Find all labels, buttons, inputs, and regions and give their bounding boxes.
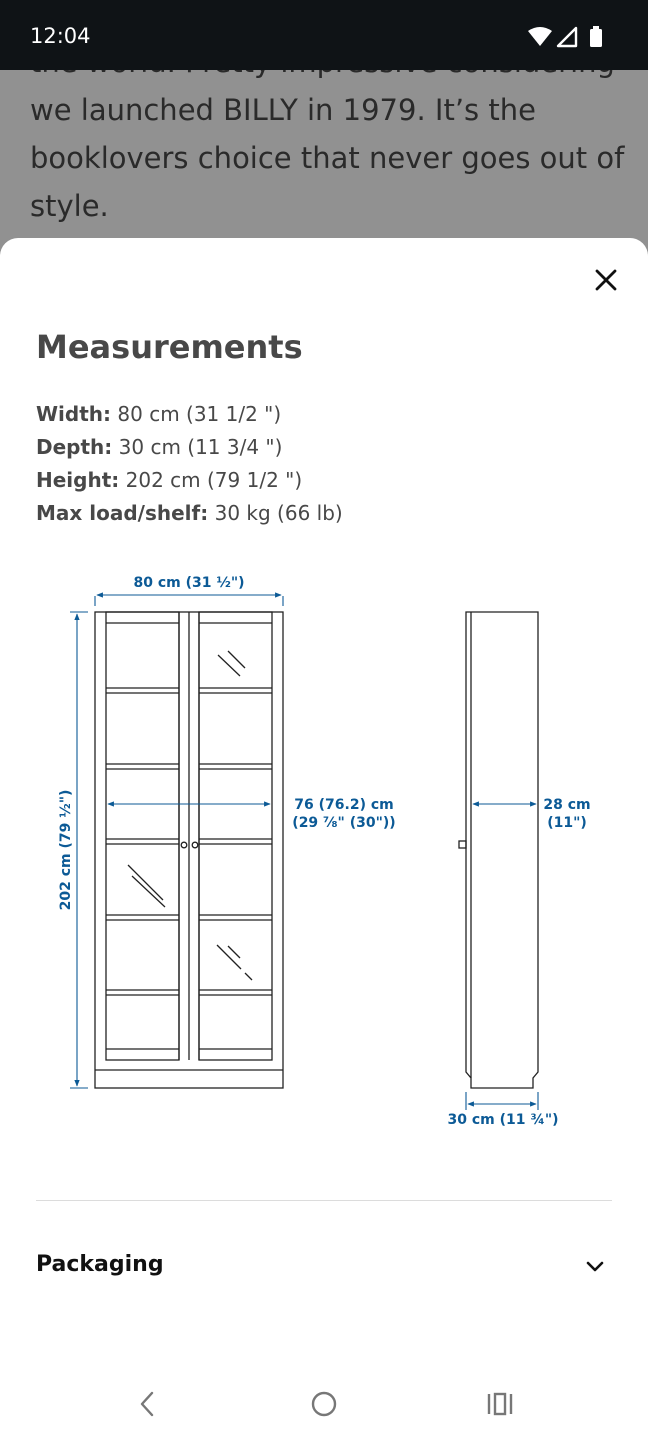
packaging-accordion[interactable] [36,1240,612,1292]
navigation-bar [0,1364,648,1440]
close-icon [595,269,617,291]
status-icons [528,26,620,48]
status-bar [0,0,648,70]
glass-reflection-marks [128,651,252,980]
width-dimension-label: 80 cm (31 ½") [133,575,245,591]
spec-value: 80 cm (31 1/2 ") [111,402,282,426]
height-dimension-label: 202 cm (79 ½") [58,789,74,911]
back-button[interactable] [127,1386,167,1422]
background-article [0,70,648,250]
front-view [95,612,283,1088]
side-view [459,612,538,1088]
dimension-lines [70,595,538,1110]
side-knob [459,841,466,848]
inner-width-label-line1: 76 (76.2) cm [294,797,394,813]
article-line: style. [30,189,109,223]
home-icon [310,1390,338,1418]
spec-list [36,398,343,530]
chevron-down-icon [584,1256,606,1278]
spec-depth [36,431,343,464]
wifi-icon [528,27,552,46]
inner-depth-label-line1: 28 cm [543,797,591,813]
recents-icon [486,1392,514,1416]
spec-max-load [36,497,343,530]
article-line: we launched BILLY in 1979. It’s the [30,93,536,127]
article-line: booklovers choice that never goes out of [30,141,625,175]
spec-label: Height: [36,468,120,492]
divider [36,1200,612,1201]
spec-label: Max load/shelf: [36,501,209,525]
spec-value: 30 cm (11 3/4 ") [112,435,283,459]
spec-height [36,464,343,497]
spec-label: Width: [36,402,112,426]
bookcase-dimension-diagram [0,560,648,1140]
packaging-label: Packaging [36,1252,164,1277]
depth-dimension-label: 30 cm (11 ¾") [447,1112,559,1128]
status-time: 12:04 [30,24,91,48]
sheet-title: Measurements [36,328,303,366]
inner-depth-label-line2: (11") [547,815,587,831]
recents-button[interactable] [480,1386,520,1422]
cellular-signal-icon [558,28,576,46]
home-button[interactable] [304,1386,344,1422]
spec-label: Depth: [36,435,113,459]
back-icon [138,1391,156,1417]
inner-width-label-line2: (29 ⅞" (30")) [292,815,396,831]
battery-icon [590,26,602,47]
spec-value: 30 kg (66 lb) [208,501,343,525]
spec-width [36,398,343,431]
close-button[interactable] [588,262,624,298]
spec-value: 202 cm (79 1/2 ") [119,468,303,492]
